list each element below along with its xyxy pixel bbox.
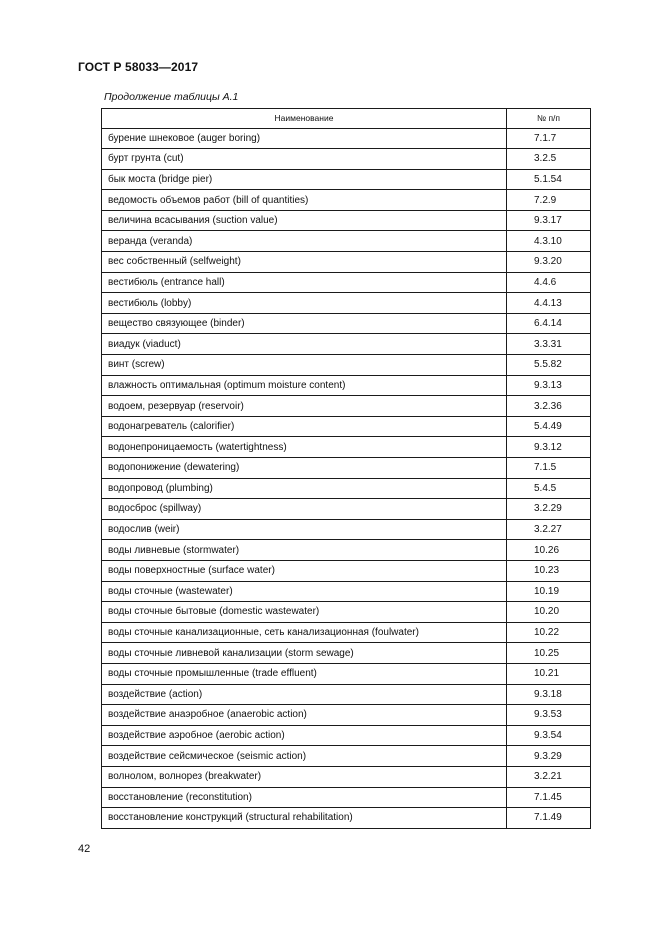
table-row [102,684,591,705]
table-row [102,293,591,314]
table-row [102,643,591,664]
term-number-cell: 4.4.6 [507,272,591,293]
term-name-cell: воды сточные промышленные (trade effluent) [102,663,507,684]
document-header: ГОСТ Р 58033—2017 [78,60,199,74]
term-number-cell: 3.2.29 [507,499,591,520]
term-name-cell: величина всасывания (suction value) [102,210,507,231]
table-header-row [102,109,591,129]
term-number-cell: 5.1.54 [507,169,591,190]
term-number-cell: 9.3.12 [507,437,591,458]
column-header-number: № п/п [507,109,591,129]
table-row [102,149,591,170]
term-number-cell: 10.19 [507,581,591,602]
term-name-cell: воздействие аэробное (aerobic action) [102,725,507,746]
term-name-cell: вестибюль (entrance hall) [102,272,507,293]
term-name-cell: воды сточные ливневой канализации (storm sewage) [102,643,507,664]
table-row [102,416,591,437]
term-number-cell: 5.5.82 [507,355,591,376]
table-row [102,478,591,499]
table-row [102,602,591,623]
term-name-cell: виадук (viaduct) [102,334,507,355]
term-number-cell: 10.20 [507,602,591,623]
term-name-cell: водонагреватель (calorifier) [102,416,507,437]
term-number-cell: 4.3.10 [507,231,591,252]
term-name-cell: воды сточные бытовые (domestic wastewater) [102,602,507,623]
term-number-cell: 10.21 [507,663,591,684]
table-row [102,396,591,417]
term-number-cell: 9.3.13 [507,375,591,396]
term-number-cell: 7.1.5 [507,458,591,479]
term-name-cell: воды поверхностные (surface water) [102,560,507,581]
term-number-cell: 3.2.5 [507,149,591,170]
term-number-cell: 9.3.29 [507,746,591,767]
term-name-cell: вещество связующее (binder) [102,313,507,334]
term-number-cell: 6.4.14 [507,313,591,334]
term-name-cell: водоем, резервуар (reservoir) [102,396,507,417]
term-name-cell: бурение шнековое (auger boring) [102,128,507,149]
term-name-cell: воздействие сейсмическое (seismic action) [102,746,507,767]
table-row [102,725,591,746]
table-row [102,458,591,479]
term-number-cell: 7.1.49 [507,808,591,829]
term-name-cell: волнолом, волнорез (breakwater) [102,766,507,787]
term-name-cell: воздействие анаэробное (anaerobic action) [102,705,507,726]
term-name-cell: воздействие (action) [102,684,507,705]
page-number: 42 [78,843,91,855]
table-row [102,663,591,684]
table-row [102,334,591,355]
term-number-cell: 9.3.54 [507,725,591,746]
term-number-cell: 5.4.5 [507,478,591,499]
term-number-cell: 9.3.17 [507,210,591,231]
term-name-cell: винт (screw) [102,355,507,376]
term-name-cell: воды сточные канализационные, сеть канализационная (foulwater) [102,622,507,643]
table-row [102,560,591,581]
term-number-cell: 7.1.45 [507,787,591,808]
table-row [102,519,591,540]
table-row [102,808,591,829]
table-row [102,746,591,767]
term-name-cell: воды сточные (wastewater) [102,581,507,602]
term-number-cell: 9.3.18 [507,684,591,705]
table-caption: Продолжение таблицы А.1 [104,91,239,103]
table-row [102,581,591,602]
table-row [102,622,591,643]
table-row [102,190,591,211]
term-name-cell: ведомость объемов работ (bill of quantities) [102,190,507,211]
term-name-cell: бык моста (bridge pier) [102,169,507,190]
table-row [102,252,591,273]
term-number-cell: 10.22 [507,622,591,643]
table-body [102,128,591,828]
term-name-cell: восстановление конструкций (structural rehabilitation) [102,808,507,829]
table-row [102,210,591,231]
term-name-cell: водопровод (plumbing) [102,478,507,499]
table-row [102,437,591,458]
table-row [102,231,591,252]
table-row [102,355,591,376]
table-row [102,128,591,149]
term-number-cell: 3.2.21 [507,766,591,787]
term-name-cell: веранда (veranda) [102,231,507,252]
term-number-cell: 7.2.9 [507,190,591,211]
term-name-cell: водонепроницаемость (watertightness) [102,437,507,458]
term-number-cell: 3.2.27 [507,519,591,540]
term-name-cell: воды ливневые (stormwater) [102,540,507,561]
table-row [102,540,591,561]
term-name-cell: бурт грунта (cut) [102,149,507,170]
term-name-cell: водопонижение (dewatering) [102,458,507,479]
term-number-cell: 3.2.36 [507,396,591,417]
table-row [102,272,591,293]
table-row [102,375,591,396]
term-name-cell: водослив (weir) [102,519,507,540]
term-number-cell: 10.23 [507,560,591,581]
term-number-cell: 10.25 [507,643,591,664]
term-name-cell: влажность оптимальная (optimum moisture content) [102,375,507,396]
term-number-cell: 7.1.7 [507,128,591,149]
table-row [102,766,591,787]
term-number-cell: 4.4.13 [507,293,591,314]
term-name-cell: восстановление (reconstitution) [102,787,507,808]
term-number-cell: 9.3.20 [507,252,591,273]
term-name-cell: вестибюль (lobby) [102,293,507,314]
term-number-cell: 5.4.49 [507,416,591,437]
term-name-cell: вес собственный (selfweight) [102,252,507,273]
table-row [102,169,591,190]
table-row [102,499,591,520]
terms-table [101,108,591,829]
term-number-cell: 10.26 [507,540,591,561]
column-header-name: Наименование [102,109,507,129]
table-row [102,705,591,726]
term-name-cell: водосброс (spillway) [102,499,507,520]
table-row [102,787,591,808]
term-number-cell: 3.3.31 [507,334,591,355]
table-row [102,313,591,334]
term-number-cell: 9.3.53 [507,705,591,726]
